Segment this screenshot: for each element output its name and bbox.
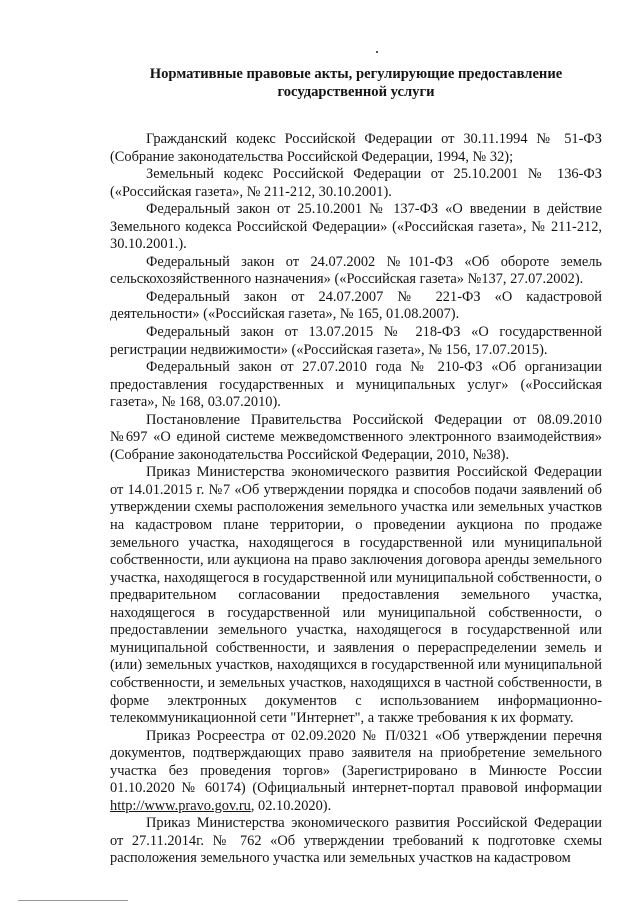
acts-list [110, 131, 602, 868]
title-line-1: Нормативные правовые акты, регулирующие предоставление [149, 66, 563, 82]
rosreestr-text: Приказ Росреестра от 02.09.2020 № П/0321 «Об утверждении перечня документов, подтверждающих право заявителя на приобретение земельного участка без проведения торгов» (Зарегистрировано в Минюсте России 01.10.2020 № 60174) (Официальный интернет-портал правовой информации [110, 727, 602, 797]
act-fz-101: Федеральный закон от 24.07.2002 №101-ФЗ «Об обороте земель сельскохозяйственного назначения» («Российская газета» №137, 27.07.2002). [110, 253, 602, 288]
act-order-7: Приказ Министерства экономического развития Российской Федерации от 14.01.2015 г. №7 «Об утверждении порядка и способов подачи заявлений об утверждении схемы расположения земельного участка или земельных участков на кадастровом плане территории, о проведении аукциона по продаже земельного участка, находящегося в государственной или муниципальной собственности, или аукциона на право заключения договора аренды земельного участка, находящегося в государственной или муниципальной собственности, о предварительном согласовании предоставления земельного участка, находящегося в государственной или муниципальной собственности, о предоставлении земельного участка, находящегося в государственной или муниципальной собственности, и заявления о перераспределении земель и (или) земельных участков, находящихся в государственной или муниципальной собственности, и земельных участков, находящихся в частной собственности, в форме электронных документов с использованием информационно-телекоммуникационной сети "Интернет", а также требования к их формату. [110, 464, 602, 727]
act-fz-221: Федеральный закон от 24.07.2007 № 221-ФЗ «О кадастровой деятельности» («Российская газета», № 165, 01.08.2007). [110, 288, 602, 323]
document-title [110, 66, 602, 101]
title-line-2: государственной услуги [277, 83, 435, 100]
act-civil-code: Гражданский кодекс Российской Федерации от 30.11.1994 № 51-ФЗ (Собрание законодательства Российской Федерации, 1994, № 32); [110, 131, 602, 165]
scan-edge-mark [18, 892, 128, 901]
scan-speck [376, 51, 378, 53]
act-fz-137: Федеральный закон от 25.10.2001 № 137-ФЗ «О введении в действие Земельного кодекса Российской Федерации» («Российская газета», № 211-212, 30.10.2001.). [110, 201, 602, 253]
act-fz-218: Федеральный закон от 13.07.2015 № 218-ФЗ «О государственной регистрации недвижимости» («Российская газета», № 156, 17.07.2015). [110, 324, 602, 358]
pravo-gov-link[interactable]: http://www.pravo.gov.ru [110, 797, 251, 814]
act-resolution-697: Постановление Правительства Российской Федерации от 08.09.2010 №697 «О единой системе межведомственного электронного взаимодействия» (Собрание законодательства Российской Федерации, 2010, №38). [110, 411, 602, 463]
act-order-762: Приказ Министерства экономического развития Российской Федерации от 27.11.2014г. № 762 «Об утверждении требований к подготовке схемы расположения земельного участка или земельных участков на кадастровом [110, 815, 602, 867]
act-fz-210: Федеральный закон от 27.07.2010 года № 210-ФЗ «Об организации предоставления государственных и муниципальных услуг» («Российская газета», № 168, 03.07.2010). [110, 359, 602, 411]
act-land-code: Земельный кодекс Российской Федерации от 25.10.2001 № 136-ФЗ («Российская газета», № 211-212, 30.10.2001). [110, 166, 602, 200]
act-rosreestr-order [110, 728, 602, 816]
rosreestr-text-end: , 02.10.2020). [250, 797, 332, 814]
